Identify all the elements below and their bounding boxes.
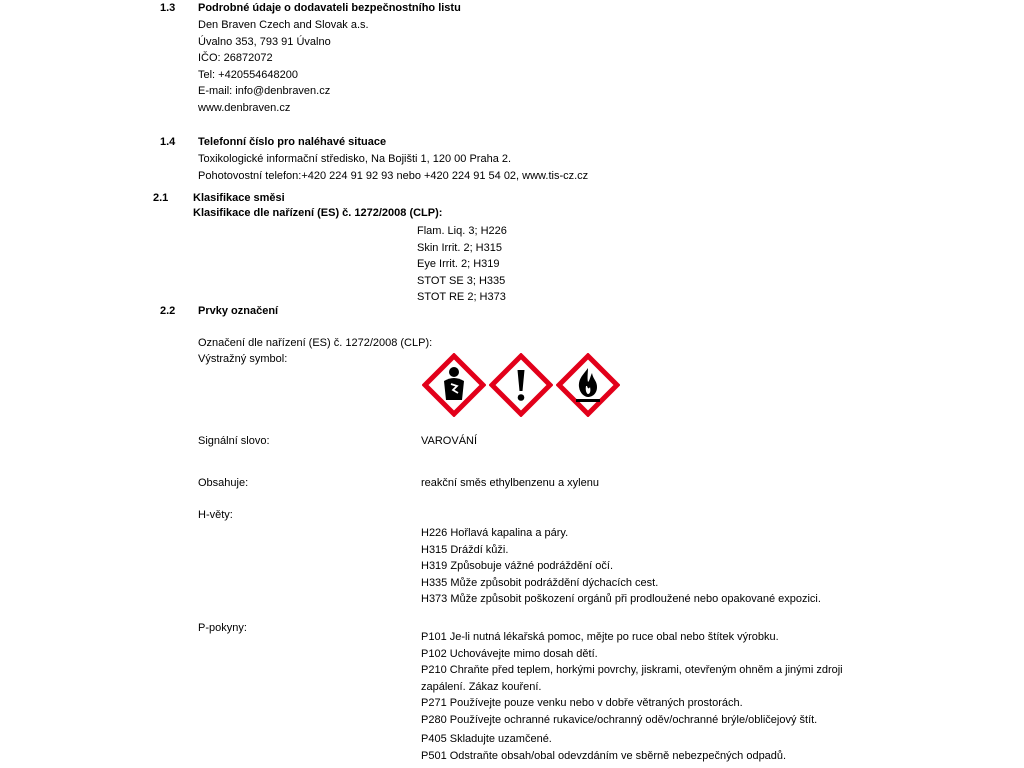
section-heading: Klasifikace směsi — [193, 192, 285, 204]
classification-item: Flam. Liq. 3; H226 — [417, 225, 507, 237]
section-number: 2.2 — [160, 305, 176, 317]
classification-list — [417, 223, 507, 306]
symbol-label: Výstražný symbol: — [198, 353, 288, 365]
p-statement: P210 Chraňte před teplem, horkými povrchy, jiskrami, otevřeným ohněm a jinými zdroji — [421, 664, 843, 676]
emergency-phone: Pohotovostní telefon:+420 224 91 92 93 nebo +420 224 91 54 02, www.tis-cz.cz — [198, 169, 589, 182]
section-number: 2.1 — [153, 192, 169, 204]
supplier-address: Úvalno 353, 793 91 Úvalno — [198, 35, 331, 48]
section-heading: Prvky označení — [198, 305, 279, 317]
supplier-info — [198, 17, 369, 116]
supplier-email: E-mail: info@denbraven.cz — [198, 85, 331, 97]
p-statement: P501 Odstraňte obsah/obal odevzdáním ve sběrně nebezpečných odpadů. — [421, 749, 787, 762]
h-statement: H319 Způsobuje vážné podráždění očí. — [421, 560, 614, 572]
classification-subheading: Klasifikace dle nařízení (ES) č. 1272/2008 (CLP): — [193, 207, 443, 219]
supplier-phone: Tel: +420554648200 — [198, 68, 299, 81]
p-statement: P405 Skladujte uzamčené. — [421, 733, 552, 745]
signal-word-label: Signální slovo: — [198, 435, 270, 447]
emergency-center: Toxikologické informační středisko, Na Bojišti 1, 120 00 Praha 2. — [198, 153, 512, 165]
classification-item: Skin Irrit. 2; H315 — [417, 241, 502, 254]
supplier-website: www.denbraven.cz — [198, 101, 291, 114]
emergency-info — [198, 151, 588, 184]
section-number: 1.4 — [160, 136, 176, 148]
exclamation-icon — [489, 353, 553, 417]
classification-item: Eye Irrit. 2; H319 — [417, 258, 500, 270]
h-statement: H373 Může způsobit poškození orgánů při prodloužené nebo opakované expozici. — [421, 593, 821, 605]
contains-label: Obsahuje: — [198, 477, 249, 489]
p-statement: P280 Používejte ochranné rukavice/ochranný oděv/ochranné brýle/obličejový štít. — [421, 713, 818, 726]
label-regulation: Označení dle nařízení (ES) č. 1272/2008 (CLP): — [198, 337, 433, 349]
h-statement: H315 Dráždí kůži. — [421, 543, 509, 556]
h-statement: H335 Může způsobit podráždění dýchacích cest. — [421, 576, 659, 589]
classification-item: STOT RE 2; H373 — [417, 291, 506, 303]
contains-value: reakční směs ethylbenzenu a xylenu — [421, 477, 599, 489]
flame-icon — [556, 353, 620, 417]
supplier-name: Den Braven Czech and Slovak a.s. — [198, 19, 369, 31]
section-heading: Podrobné údaje o dodavateli bezpečnostního listu — [198, 2, 461, 14]
classification-item: STOT SE 3; H335 — [417, 274, 506, 287]
p-statements-list — [421, 629, 843, 764]
p-statements-label: P-pokyny: — [198, 622, 247, 634]
p-statement: P271 Používejte pouze venku nebo v dobře větraných prostorách. — [421, 697, 743, 709]
p-statement-continued: zapálení. Zákaz kouření. — [421, 680, 542, 693]
p-statement: P101 Je-li nutná lékařská pomoc, mějte po ruce obal nebo štítek výrobku. — [421, 631, 779, 643]
health-hazard-icon — [422, 353, 486, 417]
h-statements-list — [421, 525, 821, 608]
section-number: 1.3 — [160, 2, 176, 14]
p-statement: P102 Uchovávejte mimo dosah dětí. — [421, 647, 598, 660]
h-statements-label: H-věty: — [198, 509, 233, 521]
h-statement: H226 Hořlavá kapalina a páry. — [421, 527, 569, 539]
supplier-ico: IČO: 26872072 — [198, 52, 273, 64]
section-heading: Telefonní číslo pro naléhavé situace — [198, 136, 387, 148]
signal-word-value: VAROVÁNÍ — [421, 435, 478, 447]
